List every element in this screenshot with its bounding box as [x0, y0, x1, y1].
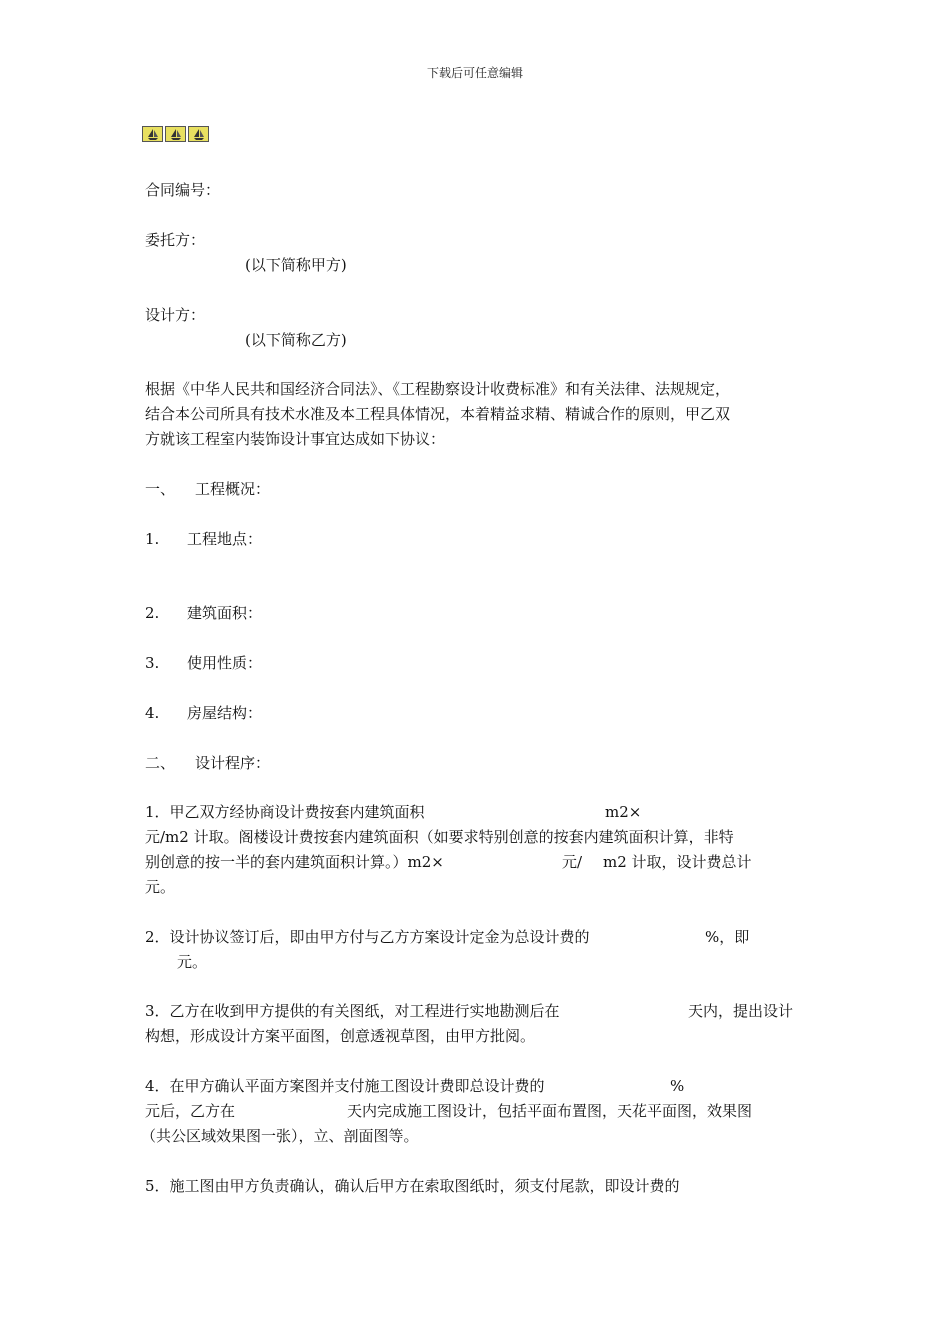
section-1-title: 工程概况： — [195, 480, 271, 498]
clause-4-line-1b: % — [670, 1077, 685, 1095]
clause-1-line-1a: 1．甲乙双方经协商设计费按套内建筑面积 — [145, 803, 425, 821]
clause-4-line-2a: 元后，乙方在 — [145, 1102, 236, 1120]
clause-5-line-1: 5．施工图由甲方负责确认，确认后甲方在索取图纸时，须支付尾款，即设计费的 — [145, 1177, 680, 1195]
item-2-number: 2. — [145, 604, 160, 622]
clause-1-line-3c: m2 计取，设计费总计 — [603, 853, 752, 871]
intro-line-3: 方就该工程室内装饰设计事宜达成如下协议： — [145, 430, 446, 448]
item-1-number: 1. — [145, 530, 160, 548]
clause-3-line-1a: 3．乙方在收到甲方提供的有关图纸，对工程进行实地勘测后在 — [145, 1002, 560, 1020]
client-label: 委托方： — [145, 231, 206, 249]
item-3-label: 使用性质： — [187, 654, 263, 672]
clause-1-line-3b: 元/ — [562, 853, 583, 871]
designer-abbr: (以下简称乙方) — [245, 331, 347, 349]
intro-line-2: 结合本公司所具有技术水准及本工程具体情况，本着精益求精、精诚合作的原则，甲乙双 — [145, 405, 731, 423]
item-4-label: 房屋结构： — [187, 704, 263, 722]
item-2-label: 建筑面积： — [187, 604, 263, 622]
item-3-number: 3. — [145, 654, 160, 672]
clause-4-line-3: （共公区域效果图一张），立、剖面图等。 — [141, 1127, 419, 1145]
clause-3-line-2: 构想，形成设计方案平面图，创意透视草图，由甲方批阅。 — [145, 1027, 536, 1045]
clause-2-line-2: 元。 — [177, 953, 208, 971]
section-2-title: 设计程序： — [195, 754, 271, 772]
sailboat-icon — [165, 126, 186, 142]
clause-1-line-4: 元。 — [145, 878, 176, 896]
page-header: 下载后可任意编辑 — [426, 66, 523, 80]
sailboat-icon — [142, 126, 163, 142]
clause-4-line-2b: 天内完成施工图设计，包括平面布置图，天花平面图，效果图 — [347, 1102, 753, 1120]
item-4-number: 4. — [145, 704, 160, 722]
clause-4-line-1a: 4．在甲方确认平面方案图并支付施工图设计费即总设计费的 — [145, 1077, 545, 1095]
client-abbr: (以下简称甲方) — [245, 256, 347, 274]
section-2-number: 二、 — [145, 754, 176, 772]
clause-1-line-2: 元/m2 计取。阁楼设计费按套内建筑面积（如要求特别创意的按套内建筑面积计算，非特 — [145, 828, 734, 846]
clause-3-line-1b: 天内，提出设计 — [688, 1002, 794, 1020]
clause-1-line-1b: m2× — [605, 803, 642, 821]
clause-2-line-1b: %，即 — [705, 928, 750, 946]
clause-2-line-1a: 2．设计协议签订后，即由甲方付与乙方方案设计定金为总设计费的 — [145, 928, 590, 946]
designer-label: 设计方： — [145, 306, 206, 324]
section-1-number: 一、 — [145, 480, 176, 498]
logo — [142, 126, 209, 142]
contract-number-label: 合同编号： — [145, 181, 221, 199]
clause-1-line-3a: 别创意的按一半的套内建筑面积计算。）m2× — [145, 853, 444, 871]
sailboat-icon — [188, 126, 209, 142]
intro-line-1: 根据《中华人民共和国经济合同法》、《工程勘察设计收费标准》和有关法律、法规规定， — [145, 380, 731, 398]
item-1-label: 工程地点： — [187, 530, 263, 548]
